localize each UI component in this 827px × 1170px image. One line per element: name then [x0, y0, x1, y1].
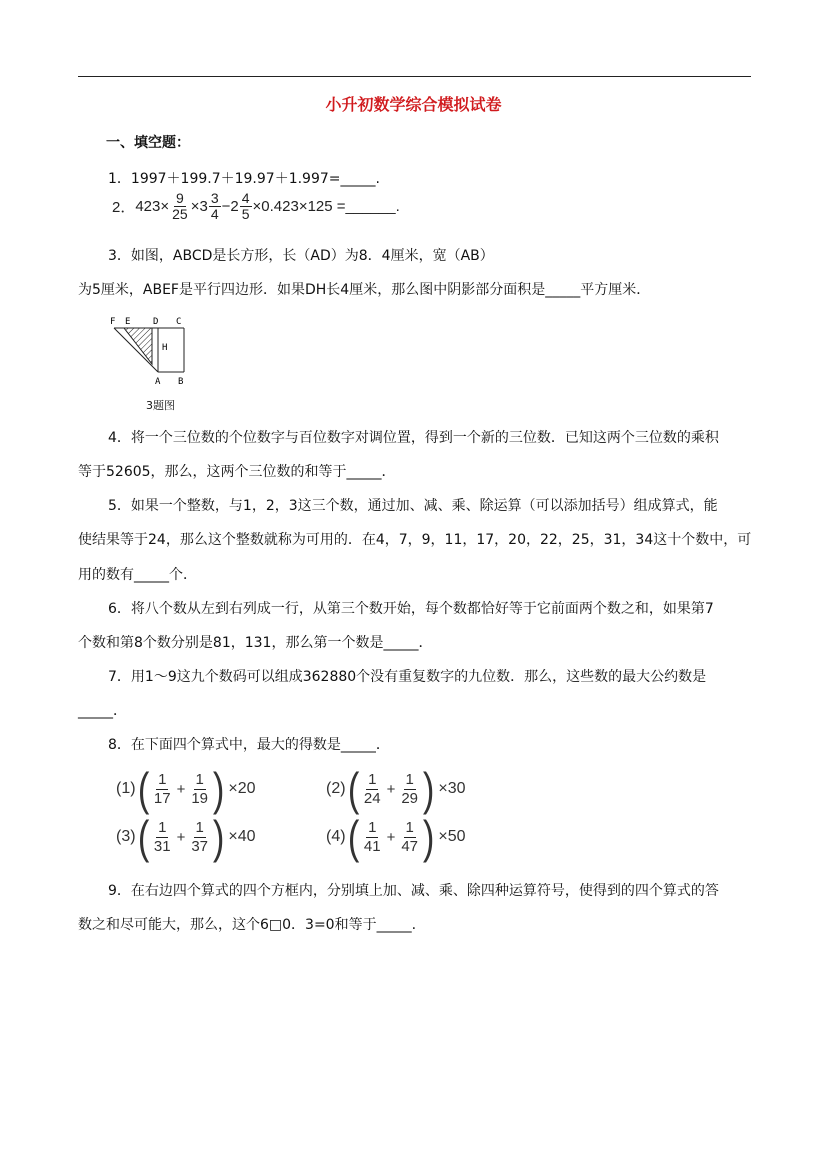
page-title: 小升初数学综合模拟试卷 — [325, 95, 502, 114]
q8-option-3: (3) ( $\frac{1}{31}$ + $\frac{1}{37}$ ) ×40 — [116, 811, 256, 863]
q8-option-2: (2) ( $\frac{1}{24}$ + $\frac{1}{29}$ ) ×30 — [326, 763, 466, 815]
question-5-line-1: 5．如果一个整数，与1，2，3这三个数，通过加、减、乘、除运算（可以添加括号）组成算式，能 — [108, 498, 718, 514]
geometry-figure — [108, 314, 198, 390]
q2-label: 2． — [112, 199, 136, 216]
header-rule — [78, 76, 751, 77]
label-e: E — [125, 317, 131, 327]
label-h: H — [162, 343, 168, 353]
question-4-line-1: 4．将一个三位数的个位数字与百位数字对调位置，得到一个新的三位数．已知这两个三位数的乘积 — [108, 430, 719, 446]
label-a: A — [155, 377, 161, 387]
label-c: C — [176, 317, 182, 327]
question-7-line-2: _____． — [78, 703, 127, 719]
question-7-line-1: 7．用1～9这九个数码可以组成362880个没有重复数字的九位数．那么，这些数的最大公约数是 — [108, 669, 707, 685]
question-5-line-2: 使结果等于24，那么这个整数就称为可用的．在4，7，9，11，17，20，22，25，31，34这十个数中，可 — [78, 532, 752, 548]
label-f: F — [110, 317, 116, 327]
q2-fraction-1: $\frac{9}{25}$ — [172, 190, 188, 222]
question-9-line-2: 数之和尽可能大，那么，这个6□0．3=0和等于_____. — [78, 917, 417, 933]
q2-b: 3 — [199, 198, 208, 215]
q2-a: 423 — [135, 198, 161, 215]
q2-fraction-2: $\frac{3}{4}$ — [210, 190, 219, 222]
question-6-line-2: 个数和第8个数分别是81，131，那么第一个数是_____． — [78, 635, 433, 651]
question-5-line-3: 用的数有_____个． — [78, 567, 197, 583]
label-d: D — [153, 317, 159, 327]
q8-option-1: (1) ( $\frac{1}{17}$ + $\frac{1}{19}$ ) ×20 — [116, 763, 256, 815]
label-b: B — [178, 377, 184, 387]
question-6-line-1: 6．将八个数从左到右列成一行，从第三个数开始，每个数都恰好等于它前面两个数之和，如果第7 — [108, 601, 714, 617]
figure-caption: 3题图 — [146, 399, 175, 412]
question-4-line-2: 等于52605，那么，这两个三位数的和等于_____． — [78, 464, 396, 480]
q2-c: 2 — [230, 198, 239, 215]
question-2: 2． 423 × $\frac{9}{25}$ × 3 $\frac{3}{4}$ − 2 $\frac{4}{5}$ × 0.423×125 =______. — [112, 190, 400, 222]
question-9-line-1: 9．在右边四个算式的四个方框内，分别填上加、减、乘、除四种运算符号，使得到的四个算式的答 — [108, 883, 719, 899]
q2-fraction-3: $\frac{4}{5}$ — [241, 190, 250, 222]
shaded-region — [124, 328, 152, 364]
question-1: 1．1997＋199.7＋19.97＋1.997=_____. — [108, 171, 380, 187]
section-heading: 一、填空题： — [106, 135, 190, 151]
q8-option-4: (4) ( $\frac{1}{41}$ + $\frac{1}{47}$ ) ×50 — [326, 811, 466, 863]
q2-tail: 0.423×125 =______. — [261, 198, 400, 215]
question-3-line-1: 3．如图，ABCD是长方形，长（AD）为8．4厘米，宽（AB） — [108, 248, 494, 264]
question-3-line-2: 为5厘米，ABEF是平行四边形．如果DH长4厘米，那么图中阴影部分面积是_____平方厘米． — [78, 282, 651, 298]
question-8: 8．在下面四个算式中，最大的得数是_____． — [108, 737, 390, 753]
